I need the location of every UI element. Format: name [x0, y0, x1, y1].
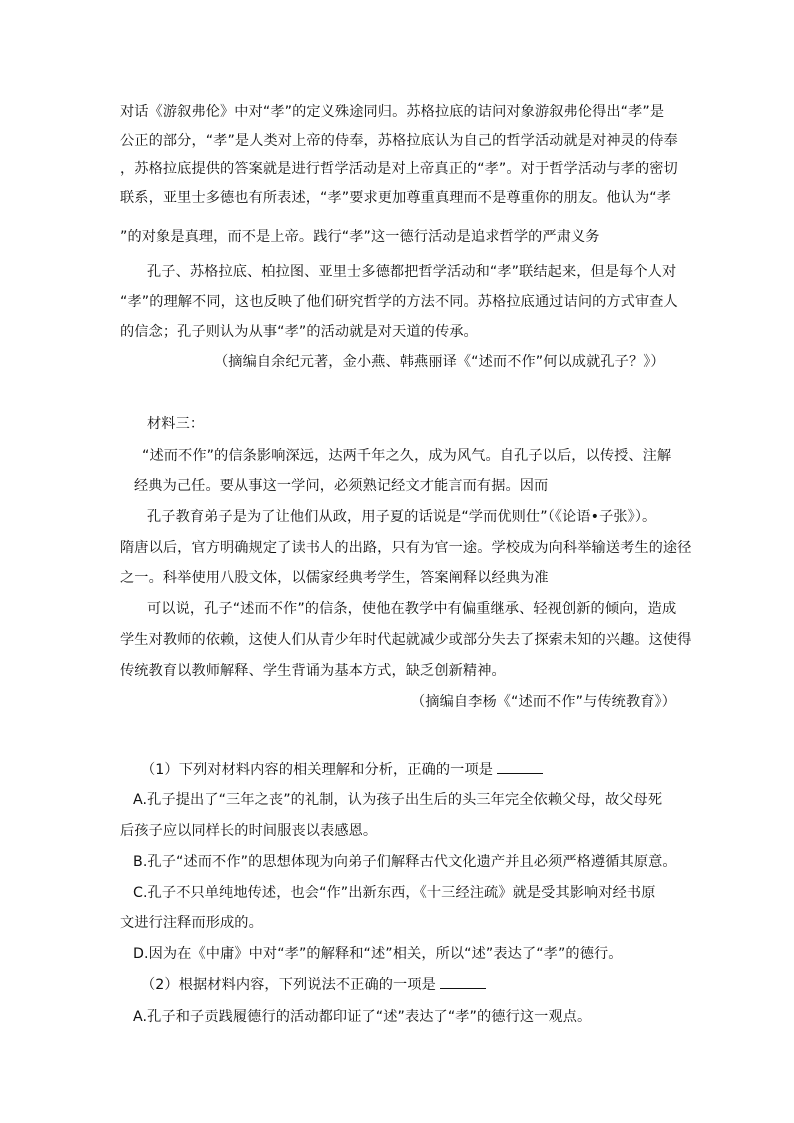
paragraph-line: ，苏格拉底提供的答案就是进行哲学活动是对上帝真正的“孝”。对于哲学活动与孝的密切 [120, 161, 678, 177]
paragraph-line: 联系，亚里士多德也有所表述，“孝”要求更加尊重真理而不是尊重你的朋友。他认为“孝 [120, 190, 671, 206]
source-citation: （摘编自余纪元著，金小燕、韩燕丽译《“述而不作”何以成就孔子？》） [214, 354, 665, 370]
paragraph-line: 孔子教育弟子是为了让他们从政，用子夏的话说是“学而优则仕”（《论语•子张》）。 [147, 509, 657, 525]
paragraph-line: “述而不作”的信条影响深远，达两千年之久，成为风气。自孔子以后，以传授、注解 [142, 448, 672, 464]
option-line: C.孔子不只单纯地传述，也会“作”出新东西，《十三经注疏》就是受其影响对经书原 [133, 885, 656, 901]
paragraph-line: “孝”的理解不同，这也反映了他们研究哲学的方法不同。苏格拉底通过诘问的方式审查人 [120, 294, 678, 310]
material-heading: 材料三： [147, 416, 205, 432]
paragraph-line: 对话《游叙弗伦》中对“孝”的定义殊途同归。苏格拉底的诘问对象游叙弗伦得出“孝”是 [120, 104, 665, 120]
paragraph-line: 经典为己任。要从事这一学问，必须熟记经文才能言而有据。因而 [134, 478, 549, 494]
question-1-text: （1）下列对材料内容的相关理解和分析，正确的一项是 [141, 762, 494, 778]
option-line: B.孔子“述而不作”的思想体现为向弟子们解释古代文化遗产并且必须严格遵循其原意。 [133, 854, 677, 870]
question-2-text: （2）根据材料内容，下列说法不正确的一项是 [141, 977, 436, 993]
paragraph-line: 可以说，孔子“述而不作”的信条，使他在教学中有偏重继承、轻视创新的倾向，造成 [147, 601, 677, 617]
paragraph-line: 学生对教师的依赖，这使人们从青少年时代起就减少或部分失去了探索未知的兴趣。这使得 [120, 632, 692, 648]
paragraph-line: 的信念；孔子则认为从事“孝”的活动就是对天道的传承。 [120, 324, 478, 340]
answer-blank[interactable] [497, 761, 543, 774]
paragraph-line: ”的对象是真理，而不是上帝。践行“孝”这一德行活动是追求哲学的严肃义务 [120, 229, 600, 245]
paragraph-line: 公正的部分，“孝”是人类对上帝的侍奉，苏格拉底认为自己的哲学活动就是对神灵的侍奉 [120, 133, 678, 149]
answer-blank[interactable] [440, 976, 486, 989]
paragraph-line: 隋唐以后，官方明确规定了读书人的出路，只有为官一途。学校成为向科举输送考生的途径 [120, 540, 692, 556]
question-1 [141, 760, 676, 780]
paragraph-line: 之一。科举使用八股文体，以儒家经典考学生，答案阐释以经典为准 [120, 570, 549, 586]
paragraph-line: 孔子、苏格拉底、柏拉图、亚里士多德都把哲学活动和“孝”联结起来，但是每个人对 [147, 264, 677, 280]
option-line: A.孔子提出了“三年之丧”的礼制，认为孩子出生后的头三年完全依赖父母，故父母死 [133, 792, 663, 808]
source-citation: （摘编自李杨《“述而不作”与传统教育》） [411, 694, 676, 710]
option-line: A.孔子和子贡践履德行的活动都印证了“述”表达了“孝”的德行这一观点。 [133, 1009, 592, 1025]
option-line: 后孩子应以同样长的时间服丧以表感恩。 [120, 823, 378, 839]
question-2 [141, 975, 676, 995]
paragraph-line: 传统教育以教师解释、学生背诵为基本方式，缺乏创新精神。 [120, 663, 506, 679]
option-line: 文进行注释而形成的。 [120, 915, 263, 931]
option-line: D.因为在《中庸》中对“孝”的解释和“述”相关，所以“述”表达了“孝”的德行。 [133, 946, 623, 962]
